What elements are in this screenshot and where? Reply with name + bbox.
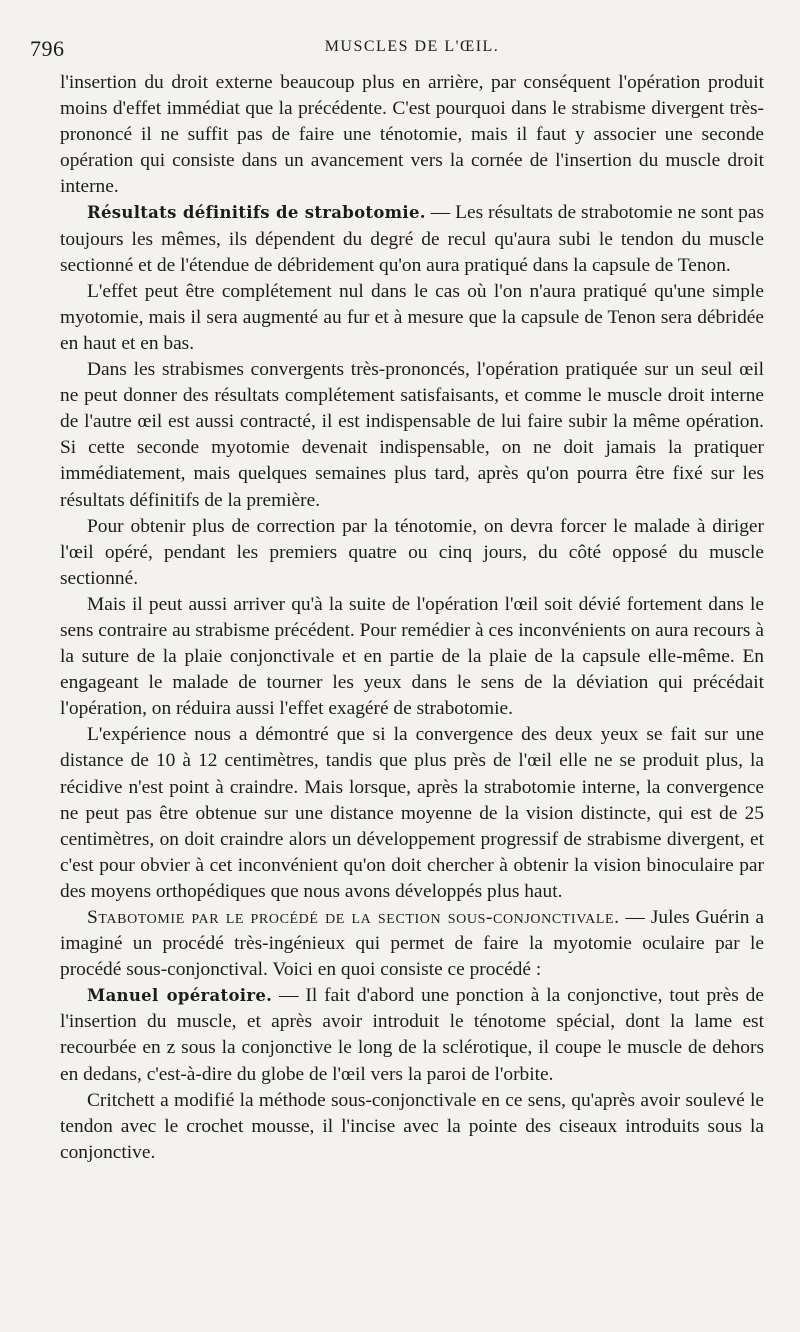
page-number: 796 <box>30 36 65 61</box>
page-header <box>30 28 764 70</box>
paragraph-subconjunctival: Stabotomie par le procédé de la section sous-conjonctivale. — Jules Guérin a imaginé un procédé très-ingénieux qui permet de faire la myotomie oculaire par le procédé sous-conjonctival. Voici en quoi consiste ce procédé : <box>60 907 765 981</box>
running-title: MUSCLES DE L'ŒIL. <box>324 38 500 55</box>
paragraph-experience: L'expérience nous a démontré que si la convergence des deux yeux se fait sur une distance de 10 à 12 centimètres, tandis que plus près de l'œil elle ne se produit plus, la récidive n'est point à craindre. Mais lorsque, après la strabotomie interne, la convergence ne peut pas être obtenue sur une distance moyenne de la vision distincte, qui est de 25 centimètres, on doit craindre alors un développement progressif de strabisme divergent, et c'est pour obvier à cet inconvénient qu'on doit chercher à obtenir la vision binoculaire par des moyens orthopédiques que nous avons développés plus haut. <box>60 724 764 902</box>
paragraph-effect: L'effet peut être complétement nul dans le cas où l'on n'aura pratiqué qu'une simple myotomie, mais il sera augmenté au fur et à mesure que la capsule de Tenon sera débridée en haut et en bas. <box>60 280 764 354</box>
paragraph-convergent: Dans les strabismes convergents très-prononcés, l'opération pratiquée sur un seul œil ne peut donner des résultats complétement satisfaisants, et comme le muscle droit interne de l'autre œil est aussi contracté, il est indispensable de lui faire subir la même opération. Si cette seconde myotomie devenait indispensable, on ne doit jamais la pratiquer immédiatement, mais quelques semaines plus tard, après qu'on pourra être fixé sur les résultats définitifs de la première. <box>60 359 764 511</box>
paragraph-continuation: l'insertion du droit externe beaucoup plus en arrière, par conséquent l'opération produit moins d'effet immédiat que la précédente. C'est pourquoi dans le strabisme divergent très-prononcé il ne suffit pas de faire une ténotomie, mais il faut y associer une seconde opération qui consiste dans un avancement vers la cornée de l'insertion du muscle droit interne. <box>60 72 764 198</box>
section-heading-subconjunctival: Stabotomie par le procédé de la section sous-conjonctivale. <box>87 907 620 928</box>
paragraph-deviation: Mais il peut aussi arriver qu'à la suite de l'opération l'œil soit dévié fortement dans le sens contraire au strabisme précédent. Pour remédier à ces inconvénients on aura recours à la suture de la plaie conjonctivale et en partie de la plaie de la capsule elle-même. En engageant le malade de tourner les yeux dans le sens de la déviation qui précédait l'opération, on réduira aussi l'effet exagéré de strabotomie. <box>60 593 764 720</box>
paragraph-manual: Manuel opératoire. — Il fait d'abord une ponction à la conjonctive, tout près de l'insertion du muscle, et après avoir introduit le ténotome spécial, dont la lame est recourbée en z sous la conjonctive le long de la sclérotique, il coupe le muscle de dehors en dedans, c'est-à-dire du globe de l'œil vers la paroi de l'orbite. <box>60 985 764 1085</box>
section-heading-manual: Manuel opératoire. <box>87 986 273 1006</box>
section-heading-results: Résultats définitifs de strabotomie. <box>87 203 426 223</box>
body-text <box>60 70 764 1166</box>
paragraph-critchett: Critchett a modifié la méthode sous-conjonctivale en ce sens, qu'après avoir soulevé le tendon avec le crochet mousse, il l'incise avec la pointe des ciseaux introduits sous la conjonctive. <box>60 1089 764 1163</box>
paragraph-results: Résultats définitifs de strabotomie. — Les résultats de strabotomie ne sont pas toujours les mêmes, ils dépendent du degré de recul qu'aura subi le tendon du muscle sectionné et de l'étendue de débridement qu'on aura pratiqué dans la capsule de Tenon. <box>60 202 764 276</box>
paragraph-correction: Pour obtenir plus de correction par la ténotomie, on devra forcer le malade à diriger l'œil opéré, pendant les premiers quatre ou cinq jours, du côté opposé du muscle sectionné. <box>60 515 764 589</box>
